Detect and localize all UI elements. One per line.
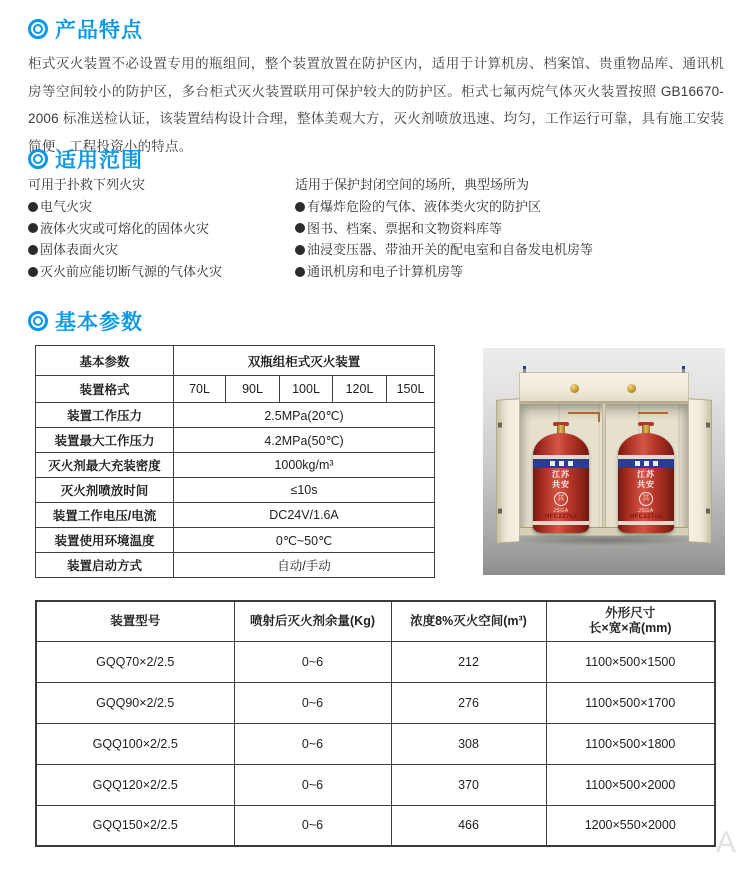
list-item xyxy=(295,261,593,283)
agent-model-text: HFC227ea xyxy=(629,514,663,520)
bullet-icon xyxy=(295,202,305,212)
table-row xyxy=(36,403,435,428)
param-value: 自动/手动 xyxy=(174,553,435,578)
cabinet-right-door xyxy=(688,398,712,544)
table-row xyxy=(36,641,715,682)
param-value: 120L xyxy=(333,376,387,403)
column-header-model: 装置型号 xyxy=(36,601,234,641)
cell-space: 212 xyxy=(391,641,546,682)
double-circle-icon xyxy=(28,311,48,331)
column-header-size-line1: 外形尺寸 xyxy=(605,606,656,621)
cabinet-left-door xyxy=(496,398,520,544)
cell-residual: 0~6 xyxy=(234,641,391,682)
param-label: 装置工作电压/电流 xyxy=(36,503,174,528)
param-label: 灭火剂最大充装密度 xyxy=(36,453,174,478)
label-chip xyxy=(644,461,649,466)
basic-parameters-table xyxy=(35,345,435,578)
label-chip xyxy=(568,461,573,466)
param-value: 4.2MPa(50℃) xyxy=(174,428,435,453)
brand-text-line: 共安 xyxy=(637,480,655,489)
table-row xyxy=(36,682,715,723)
param-header-value: 双瓶组柜式灭火装置 xyxy=(174,346,435,376)
table-row xyxy=(36,478,435,503)
cylinder-body xyxy=(618,433,674,533)
param-label: 装置最大工作压力 xyxy=(36,428,174,453)
param-value: 2.5MPa(20℃) xyxy=(174,403,435,428)
cabinet-divider xyxy=(602,404,606,528)
cabinet-knob xyxy=(570,384,579,393)
brand-text-line: 江苏 xyxy=(637,470,655,479)
cell-size: 1100×500×1800 xyxy=(546,723,715,764)
extinguisher-cylinder xyxy=(618,421,674,533)
cell-size: 1100×500×2000 xyxy=(546,764,715,805)
scope-left-heading: 可用于扑救下列火灾 xyxy=(28,177,146,192)
cell-size: 1100×500×1700 xyxy=(546,682,715,723)
list-item xyxy=(28,239,222,261)
param-value: 1000kg/m³ xyxy=(174,453,435,478)
bullet-icon xyxy=(28,267,38,277)
double-circle-icon xyxy=(28,149,48,169)
brand-emblem-icon: 共 xyxy=(554,492,568,506)
extinguisher-cylinder xyxy=(533,421,589,533)
alarm-pin xyxy=(682,366,685,373)
list-item xyxy=(28,196,222,218)
label-chip xyxy=(550,461,555,466)
cylinder-label-strip xyxy=(618,459,674,468)
param-value: 0℃~50℃ xyxy=(174,528,435,553)
table-row xyxy=(36,428,435,453)
cylinder-body xyxy=(533,433,589,533)
param-value: ≤10s xyxy=(174,478,435,503)
cylinder-band xyxy=(618,521,674,525)
section-title-text: 适用范围 xyxy=(55,149,143,172)
list-item xyxy=(295,218,593,240)
list-item xyxy=(28,218,222,240)
label-chip xyxy=(559,461,564,466)
list-item-label: 液体火灾或可熔化的固体火灾 xyxy=(40,220,210,236)
table-row xyxy=(36,503,435,528)
param-label: 装置使用环境温度 xyxy=(36,528,174,553)
list-item xyxy=(295,196,593,218)
column-header-space: 浓度8%灭火空间(m³) xyxy=(391,601,546,641)
double-circle-icon xyxy=(28,19,48,39)
hinge xyxy=(706,508,710,513)
column-header-size xyxy=(546,601,715,641)
cylinder-brand-text xyxy=(533,470,589,490)
cabinet-knob xyxy=(627,384,636,393)
cabinet-top-box xyxy=(519,372,689,403)
list-item-label: 通讯机房和电子计算机房等 xyxy=(307,264,464,280)
scope-right-heading: 适用于保护封闭空间的场所，典型场所为 xyxy=(295,177,530,192)
brand-text-line: 江苏 xyxy=(552,470,570,479)
table-row xyxy=(36,764,715,805)
label-chip xyxy=(635,461,640,466)
agent-model-text: HFC227ea xyxy=(544,514,578,520)
table-row xyxy=(36,553,435,578)
cell-space: 276 xyxy=(391,682,546,723)
bullet-icon xyxy=(28,202,38,212)
table-header-row xyxy=(36,601,715,641)
cell-space: 308 xyxy=(391,723,546,764)
cell-residual: 0~6 xyxy=(234,682,391,723)
brand-logo-text: JSGA xyxy=(553,508,569,514)
features-paragraph: 柜式灭火装置不必设置专用的瓶组间，整个装置放置在防护区内，适用于计算机房、档案馆、贵重物品库、通讯机房等空间较小的防护区，多台柜式灭火装置联用可保护较大的防护区。柜式七氟丙烷气体灭火装置按照 GB16670-2006 标准送检认证，该装置结构设计合理，整体美观大方，灭火剂喷放迅速、均匀，工作运行可靠，具有施工安装简便、工程投资小的特点。 xyxy=(28,56,724,154)
cell-residual: 0~6 xyxy=(234,805,391,846)
watermark-letter: A xyxy=(716,826,737,859)
brand-text-line: 共安 xyxy=(552,480,570,489)
section-title-features xyxy=(28,14,143,44)
cylinder-band xyxy=(533,521,589,525)
list-item-label: 电气火灾 xyxy=(40,198,93,214)
param-value: DC24V/1.6A xyxy=(174,503,435,528)
cell-model: GQQ70×2/2.5 xyxy=(36,641,234,682)
brand-logo-text: JSGA xyxy=(638,508,654,514)
param-value: 90L xyxy=(226,376,280,403)
table-row xyxy=(36,346,435,376)
cell-space: 466 xyxy=(391,805,546,846)
param-label: 装置格式 xyxy=(36,376,174,403)
table-row xyxy=(36,453,435,478)
param-value: 100L xyxy=(280,376,333,403)
section-title-params xyxy=(28,306,143,336)
list-item-label: 固体表面火灾 xyxy=(40,242,119,258)
label-chip xyxy=(653,461,658,466)
cell-size: 1100×500×1500 xyxy=(546,641,715,682)
list-item xyxy=(28,261,222,283)
list-item-label: 油浸变压器、带油开关的配电室和自备发电机房等 xyxy=(307,242,594,258)
column-header-residual: 喷射后灭火剂余量(Kg) xyxy=(234,601,391,641)
list-item-label: 灭火前应能切断气源的气体火灾 xyxy=(40,264,223,280)
param-value: 70L xyxy=(174,376,226,403)
cell-residual: 0~6 xyxy=(234,764,391,805)
section-title-text: 基本参数 xyxy=(55,311,143,334)
table-row xyxy=(36,528,435,553)
bullet-icon xyxy=(295,245,305,255)
bullet-icon xyxy=(295,267,305,277)
product-photo xyxy=(483,348,725,575)
scope-right-column xyxy=(295,174,593,283)
section-title-scope xyxy=(28,144,143,174)
param-label: 装置启动方式 xyxy=(36,553,174,578)
bullet-icon xyxy=(28,245,38,255)
cell-model: GQQ120×2/2.5 xyxy=(36,764,234,805)
cell-space: 370 xyxy=(391,764,546,805)
alarm-pin xyxy=(523,366,526,373)
bullet-icon xyxy=(295,223,305,233)
table-row xyxy=(36,723,715,764)
brand-emblem-icon: 共 xyxy=(639,492,653,506)
scope-left-column xyxy=(28,174,222,283)
list-item-label: 有爆炸危险的气体、液体类火灾的防护区 xyxy=(307,198,542,214)
cell-model: GQQ100×2/2.5 xyxy=(36,723,234,764)
list-item xyxy=(295,239,593,261)
cell-model: GQQ150×2/2.5 xyxy=(36,805,234,846)
model-spec-table xyxy=(35,600,716,847)
cell-residual: 0~6 xyxy=(234,723,391,764)
param-value: 150L xyxy=(387,376,435,403)
cylinder-label-strip xyxy=(533,459,589,468)
cylinder-brand-text xyxy=(618,470,674,490)
param-header-label: 基本参数 xyxy=(36,346,174,376)
param-label: 装置工作压力 xyxy=(36,403,174,428)
cell-size: 1200×550×2000 xyxy=(546,805,715,846)
bullet-icon xyxy=(28,223,38,233)
column-header-size-line2: 长×宽×高(mm) xyxy=(588,621,672,636)
list-item-label: 图书、档案、票据和文物资料库等 xyxy=(307,220,503,236)
hinge xyxy=(498,508,502,513)
hinge xyxy=(498,422,502,427)
table-row xyxy=(36,805,715,846)
param-label: 灭火剂喷放时间 xyxy=(36,478,174,503)
hinge xyxy=(706,422,710,427)
section-title-text: 产品特点 xyxy=(55,19,143,42)
cell-model: GQQ90×2/2.5 xyxy=(36,682,234,723)
table-row xyxy=(36,376,435,403)
